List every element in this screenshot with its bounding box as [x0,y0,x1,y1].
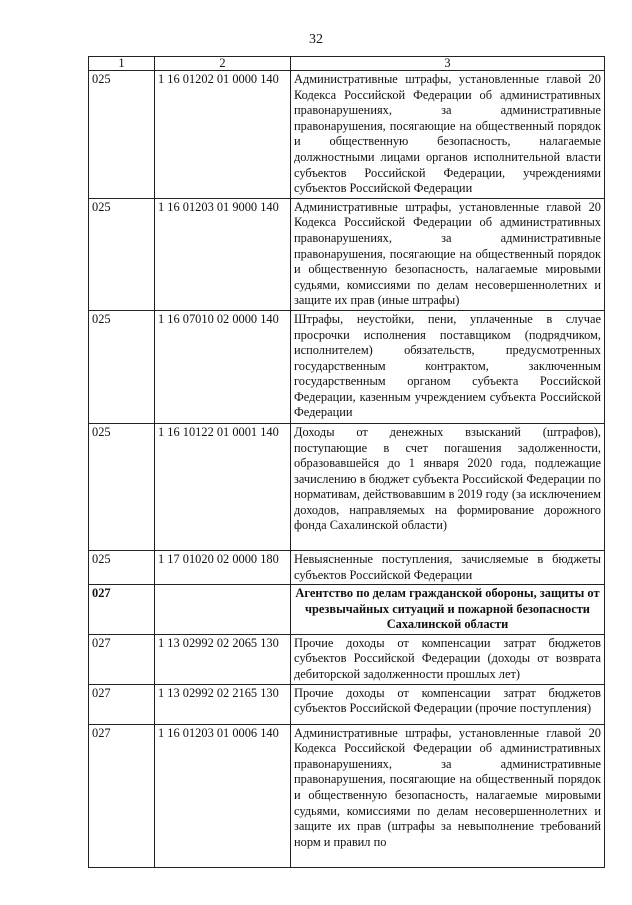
budget-code-cell: 1 13 02992 02 2065 130 [155,634,291,684]
table-row [89,198,605,310]
table-row [89,71,605,199]
page-number: 32 [309,32,323,47]
budget-code-cell: 1 16 07010 02 0000 140 [155,310,291,423]
column-header-3: 3 [291,57,605,71]
admin-code-cell: 027 [89,634,155,684]
admin-code-cell: 027 [89,724,155,867]
table-row [89,310,605,423]
budget-code-cell: 1 13 02992 02 2165 130 [155,684,291,724]
admin-code-cell: 025 [89,550,155,584]
description-cell: Невыясненные поступления, зачисляемые в бюджеты субъектов Российской Федерации [291,550,605,584]
table-row [89,423,605,550]
admin-code-cell: 025 [89,310,155,423]
admin-code-cell: 027 [89,684,155,724]
description-cell: Административные штрафы, установленные главой 20 Кодекса Российской Федерации об административных правонарушениях, за административные правонарушения, посягающие на общественный порядок и общественную безопасность, налагаемые мировыми судьями, комиссиями по делам несовершеннолетних и защите их прав (штрафы за невыполнение требований норм и правил по [291,724,605,867]
admin-code-cell: 025 [89,423,155,550]
admin-code-cell: 025 [89,71,155,199]
description-cell: Административные штрафы, установленные главой 20 Кодекса Российской Федерации об административных правонарушениях, за административные правонарушения, посягающие на общественный порядок и общественную безопасность, налагаемые мировыми судьями, комиссиями по делам несовершеннолетних и защите их прав (иные штрафы) [291,198,605,310]
description-cell: Административные штрафы, установленные главой 20 Кодекса Российской Федерации об административных правонарушениях, за административные правонарушения, посягающие на общественный порядок и общественную безопасность, налагаемые должностными лицами органов исполнительной власти субъектов Российской Федерации, учреждениями субъектов Российской Федерации [291,71,605,199]
agency-heading-row [89,585,605,635]
description-cell: Доходы от денежных взысканий (штрафов), поступающие в счет погашения задолженности, образовавшейся до 1 января 2020 года, подлежащие зачислению в бюджет субъекта Российской Федерации по нормативам, действовавшим в 2019 году (за исключением доходов, направляемых на формирование дорожного фонда Сахалинской области) [291,423,605,550]
description-cell: Штрафы, неустойки, пени, уплаченные в случае просрочки исполнения поставщиком (подрядчиком, исполнителем) обязательств, предусмотренных государственным контрактом, заключенным государственным органом субъекта Российской Федерации, казенным учреждением субъекта Российской Федерации [291,310,605,423]
budget-code-cell: 1 16 10122 01 0001 140 [155,423,291,550]
table-row [89,684,605,724]
budget-revenue-table [88,56,605,868]
table-row [89,634,605,684]
budget-code-cell: 1 17 01020 02 0000 180 [155,550,291,584]
description-cell: Прочие доходы от компенсации затрат бюджетов субъектов Российской Федерации (доходы от возврата дебиторской задолженности прошлых лет) [291,634,605,684]
agency-name-cell: Агентство по делам гражданской обороны, защиты от чрезвычайных ситуаций и пожарной безопасности Сахалинской области [291,585,605,635]
description-cell: Прочие доходы от компенсации затрат бюджетов субъектов Российской Федерации (прочие поступления) [291,684,605,724]
budget-code-cell [155,585,291,635]
table-header-row [89,57,605,71]
column-header-1: 1 [89,57,155,71]
admin-code-cell: 025 [89,198,155,310]
column-header-2: 2 [155,57,291,71]
budget-code-cell: 1 16 01202 01 0000 140 [155,71,291,199]
budget-code-cell: 1 16 01203 01 0006 140 [155,724,291,867]
admin-code-cell: 027 [89,585,155,635]
table-row [89,550,605,584]
table-row [89,724,605,867]
budget-code-cell: 1 16 01203 01 9000 140 [155,198,291,310]
